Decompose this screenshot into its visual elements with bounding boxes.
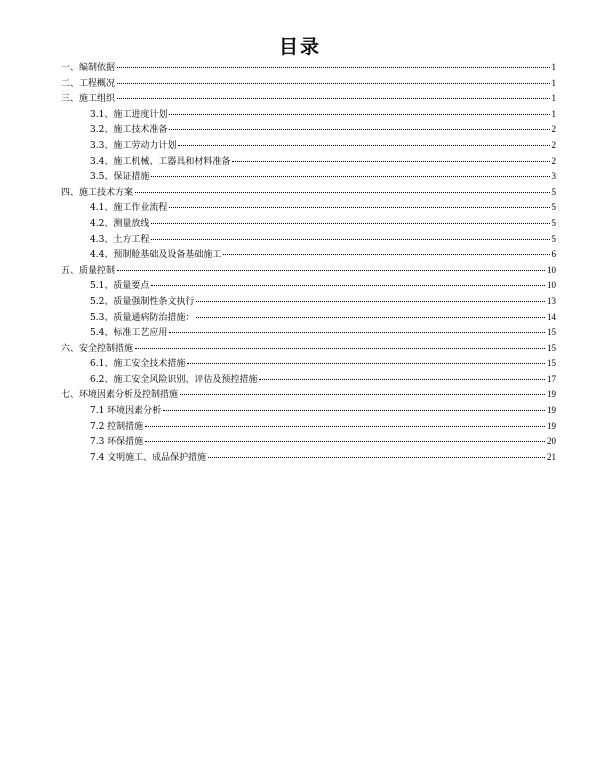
toc-entry-label: 五、质量控制 bbox=[61, 265, 116, 276]
toc-entry[interactable] bbox=[61, 387, 556, 403]
toc-entry-label: 二、工程概况 bbox=[61, 78, 116, 89]
toc-entry-label: 4.4、预制舱基础及设备基础施工 bbox=[90, 250, 222, 261]
toc-dot-leader bbox=[232, 161, 549, 162]
toc-dot-leader bbox=[151, 285, 545, 286]
toc-entry[interactable] bbox=[61, 247, 556, 263]
toc-dot-leader bbox=[223, 254, 549, 255]
toc-dot-leader bbox=[169, 114, 549, 115]
toc-entry-label: 5.2、质量强制性条文执行 bbox=[90, 296, 195, 307]
toc-entry-page-number: 21 bbox=[547, 451, 556, 462]
toc-entry[interactable] bbox=[61, 278, 556, 294]
toc-entry-label: 七、环境因素分析及控制措施 bbox=[61, 390, 179, 401]
toc-entry-page-number: 19 bbox=[547, 389, 556, 400]
toc-entry[interactable] bbox=[61, 372, 556, 388]
toc-entry-page-number: 6 bbox=[551, 249, 556, 260]
toc-dot-leader bbox=[169, 129, 549, 130]
toc-entry-label: 7.1 环境因素分析 bbox=[90, 406, 162, 417]
toc-entry-label: 7.4 文明施工、成品保护措施 bbox=[90, 452, 207, 463]
toc-dot-leader bbox=[187, 363, 545, 364]
toc-dot-leader bbox=[180, 394, 545, 395]
toc-entry-page-number: 2 bbox=[551, 124, 556, 135]
toc-entry[interactable] bbox=[61, 356, 556, 372]
toc-dot-leader bbox=[196, 301, 545, 302]
toc-entry-page-number: 2 bbox=[551, 155, 556, 166]
toc-entry-page-number: 14 bbox=[547, 311, 556, 322]
toc-entry-label: 3.4、施工机械、工器具和材料准备 bbox=[90, 156, 231, 167]
toc-entry[interactable] bbox=[61, 403, 556, 419]
toc-entry[interactable] bbox=[61, 341, 556, 357]
toc-entry-label: 3.3、施工劳动力计划 bbox=[90, 140, 177, 151]
toc-entry[interactable] bbox=[61, 419, 556, 435]
toc-entry-label: 5.4、标准工艺应用 bbox=[90, 328, 168, 339]
toc-entry-page-number: 5 bbox=[551, 186, 556, 197]
toc-dot-leader bbox=[151, 176, 549, 177]
toc-dot-leader bbox=[151, 239, 549, 240]
toc-dot-leader bbox=[145, 426, 545, 427]
toc-entry-page-number: 17 bbox=[547, 373, 556, 384]
toc-dot-leader bbox=[117, 67, 549, 68]
toc-dot-leader bbox=[145, 441, 545, 442]
page-title: 目录 bbox=[278, 36, 321, 58]
toc-entry-label: 7.3 环保措施 bbox=[90, 437, 144, 448]
toc-entry-label: 5.1、质量要点 bbox=[90, 281, 150, 292]
toc-dot-leader bbox=[163, 410, 545, 411]
toc-entry-label: 4.3、土方工程 bbox=[90, 234, 150, 245]
toc-dot-leader bbox=[196, 317, 545, 318]
toc-entry-label: 6.2、施工安全风险识别、评估及预控措施 bbox=[90, 374, 258, 385]
toc-entry[interactable] bbox=[61, 325, 556, 341]
toc-entry-page-number: 15 bbox=[547, 358, 556, 369]
toc-dot-leader bbox=[135, 192, 549, 193]
toc-dot-leader bbox=[178, 145, 549, 146]
toc-entry[interactable] bbox=[61, 60, 556, 76]
toc-dot-leader bbox=[135, 348, 545, 349]
toc-entry-label: 3.2、施工技术准备 bbox=[90, 125, 168, 136]
table-of-contents bbox=[61, 60, 556, 465]
toc-entry-label: 一、编制依据 bbox=[61, 63, 116, 73]
toc-entry-page-number: 20 bbox=[547, 436, 556, 447]
toc-entry-label: 3.1、施工进度计划 bbox=[90, 109, 168, 120]
toc-dot-leader bbox=[117, 98, 549, 99]
toc-entry-page-number: 2 bbox=[551, 139, 556, 150]
toc-entry[interactable] bbox=[61, 450, 556, 466]
toc-entry[interactable] bbox=[61, 216, 556, 232]
toc-entry-label: 四、施工技术方案 bbox=[61, 187, 134, 198]
toc-entry-label: 4.2、测量放线 bbox=[90, 218, 150, 229]
toc-entry-page-number: 5 bbox=[551, 217, 556, 228]
toc-entry-page-number: 1 bbox=[551, 77, 556, 88]
toc-entry[interactable] bbox=[61, 434, 556, 450]
toc-entry-page-number: 13 bbox=[547, 295, 556, 306]
toc-entry-label: 3.5、保证措施 bbox=[90, 172, 150, 183]
toc-entry[interactable] bbox=[61, 107, 556, 123]
toc-entry[interactable] bbox=[61, 138, 556, 154]
toc-entry[interactable] bbox=[61, 76, 556, 92]
toc-entry-page-number: 1 bbox=[551, 62, 556, 72]
toc-entry-page-number: 10 bbox=[547, 264, 556, 275]
toc-dot-leader bbox=[117, 83, 549, 84]
toc-entry-page-number: 10 bbox=[547, 280, 556, 291]
toc-entry-page-number: 15 bbox=[547, 327, 556, 338]
toc-dot-leader bbox=[208, 457, 545, 458]
toc-entry[interactable] bbox=[61, 169, 556, 185]
toc-dot-leader bbox=[259, 379, 545, 380]
toc-entry-label: 6.1、施工安全技术措施 bbox=[90, 359, 186, 370]
toc-entry-label: 六、安全控制措施 bbox=[61, 343, 134, 354]
toc-entry[interactable] bbox=[61, 122, 556, 138]
toc-entry[interactable] bbox=[61, 310, 556, 326]
toc-entry-label: 三、施工组织 bbox=[61, 94, 116, 105]
toc-entry[interactable] bbox=[61, 91, 556, 107]
toc-dot-leader bbox=[151, 223, 549, 224]
toc-entry-page-number: 19 bbox=[547, 420, 556, 431]
toc-entry-label: 7.2 控制措施 bbox=[90, 421, 144, 432]
toc-entry[interactable] bbox=[61, 200, 556, 216]
toc-dot-leader bbox=[117, 270, 545, 271]
toc-dot-leader bbox=[169, 332, 545, 333]
toc-entry-page-number: 19 bbox=[547, 405, 556, 416]
toc-entry[interactable] bbox=[61, 263, 556, 279]
toc-entry-page-number: 1 bbox=[551, 108, 556, 119]
toc-entry-page-number: 15 bbox=[547, 342, 556, 353]
toc-entry-page-number: 3 bbox=[551, 171, 556, 182]
toc-entry[interactable] bbox=[61, 232, 556, 248]
toc-entry[interactable] bbox=[61, 154, 556, 170]
toc-entry-label: 4.1、施工作业流程 bbox=[90, 203, 168, 214]
toc-entry-page-number: 5 bbox=[551, 233, 556, 244]
toc-entry-page-number: 5 bbox=[551, 202, 556, 213]
toc-entry[interactable] bbox=[61, 294, 556, 310]
toc-entry-label: 5.3、质量通病防治措施： bbox=[90, 312, 195, 323]
toc-entry-page-number: 1 bbox=[551, 93, 556, 104]
toc-dot-leader bbox=[169, 207, 549, 208]
toc-entry[interactable] bbox=[61, 185, 556, 201]
